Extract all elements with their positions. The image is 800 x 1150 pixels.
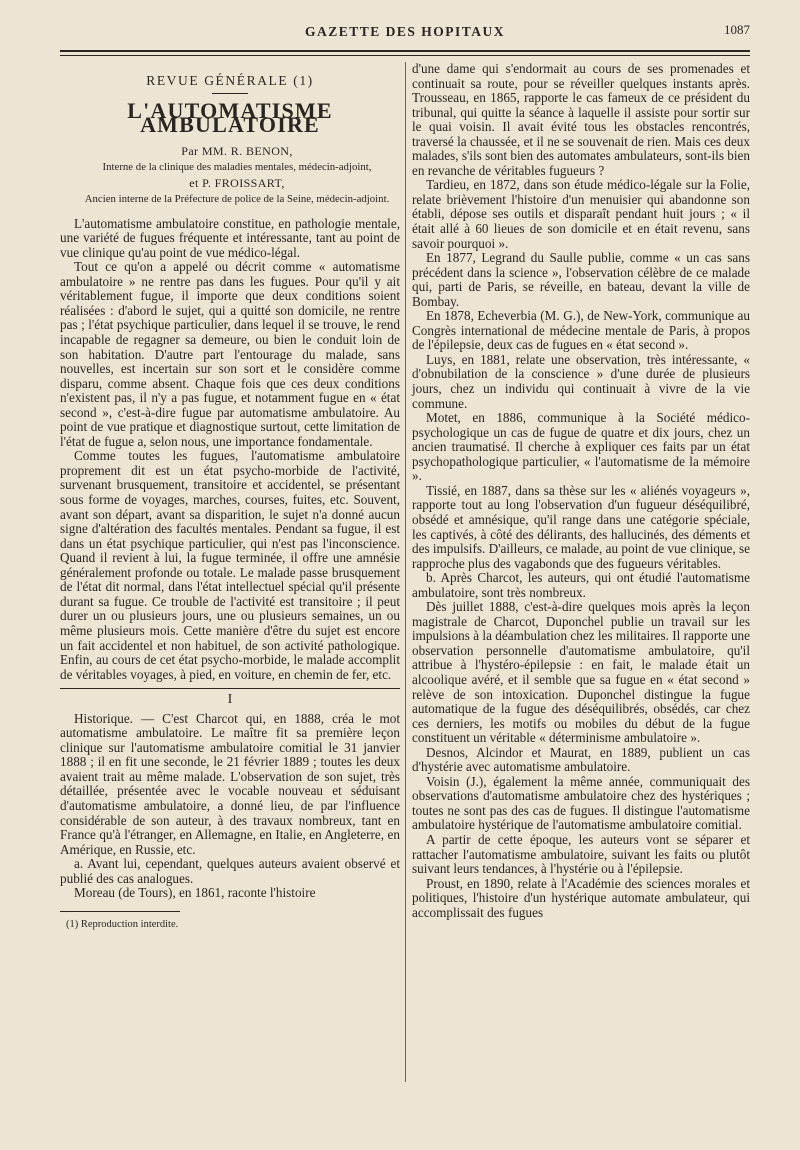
paragraph: En 1878, Echeverbia (M. G.), de New-York, communique au Congrès international de médecine mentale de Paris, à propos de l'épilepsie, deux cas de fugues en « état second ». (412, 308, 750, 353)
right-column (412, 62, 750, 920)
paragraph: Motet, en 1886, communique à la Société médico-psychologique un cas de fugue de quatre et dix jours, chez un ancien traumatisé. Il cherche à expliquer ces faits par un état psychopathologique particulier, « l'automatisme de la mémoire ». (412, 410, 750, 484)
paragraph: Tardieu, en 1872, dans son étude médico-légale sur la Folie, relate brièvement l'histoire d'un menuisier qui abandonne son établi, dépose ses outils et disparaît pendant huit jours ; « il était allé à 60 lieues de son domicile et en était revenu, sans savoir pourquoi ». (412, 177, 750, 251)
footnote: (1) Reproduction interdite. (66, 918, 179, 930)
paragraph: Luys, en 1881, relate une observation, très intéressante, « d'obnubilation de la conscience » d'une durée de plusieurs jours, chez un individu qui continuait à vivre de la vie commune. (412, 351, 750, 411)
paragraph: a. Avant lui, cependant, quelques auteurs avaient observé et publié des cas analogues. (60, 856, 400, 886)
paragraph: b. Après Charcot, les auteurs, qui ont étudié l'automatisme ambulatoire, sont très nombreux. (412, 570, 750, 600)
paragraph: L'automatisme ambulatoire constitue, en pathologie mentale, une variété de fugues fréquente et intéressante, tant au point de vue clinique qu'au point de vue médico-légal. (60, 215, 400, 260)
publication-title: GAZETTE DES HOPITAUX (304, 24, 506, 39)
paragraph: Historique. — C'est Charcot qui, en 1888, créa le mot automatisme ambulatoire. Le maître fit sa première leçon clinique sur l'automatisme ambulatoire comitial le 31 janvier 1888 ; il en fit une seconde, le 21 février 1889 ; toutes les deux avaient trait au même malade. L'observation de son sujet, très détaillée, présentée avec le vocable nouveau et séduisant d'automatisme ambulatoire, a donné lieu, de par l'influence considérable de son auteur, à des travaux nombreux, tant en France qu'à l'étranger, en Allemagne, en Italie, en Angleterre, en Amérique, en Russie, etc. (60, 710, 400, 857)
section-divider (60, 688, 400, 689)
paragraph: Moreau (de Tours), en 1861, raconte l'histoire (74, 885, 316, 901)
header-rule-thin (60, 55, 750, 56)
header-rule-thick (60, 50, 750, 52)
author-1: Par MM. R. BENON, (181, 143, 293, 158)
footnote-divider (60, 911, 180, 912)
paragraph: Comme toutes les fugues, l'automatisme ambulatoire proprement dit est un état psycho-morbide de l'activité, survenant brusquement, transitoire et accidentel, se présentant sous forme de voyages, marches, courses, fuites, etc. Souvent, avant son départ, avant sa disparition, le sujet n'a donné aucun signe d'altération des facultés mentales. Pendant sa fugue, il est dans un état psychique particulier, qui n'est pas l'inconscience. Quand il revient à lui, la fugue terminée, il offre une amnésie généralement profonde ou totale. Le malade passe brusquement de l'état dit normal, dans l'état intellectuel spécial qu'il présente durant sa fugue. Ce trouble de l'activité est transitoire ; il peut durer un ou plusieurs jours, une ou plusieurs semaines, un ou même plusieurs mois. Cette manière d'être du sujet est encore un fait accidentel et non habituel, de son activité pathologique. Enfin, au cours de cet état psycho-morbide, le malade accomplit de véritables voyages, à pied, en voiture, en chemin de fer, etc. (60, 448, 400, 682)
section-number: I (227, 692, 233, 708)
rubric-heading: REVUE GÉNÉRALE (1) (146, 73, 314, 88)
paragraph: Desnos, Alcindor et Maurat, en 1889, publient un cas d'hystérie avec automatisme ambulatoire. (412, 744, 750, 775)
page-number: 1087 (724, 22, 750, 37)
article-title: L'AUTOMATISME AMBULATOIRE (127, 97, 333, 138)
paragraph: Tout ce qu'on a appelé ou décrit comme « automatisme ambulatoire » ne rentre pas dans les fugues. Pour qu'il y ait véritablement fugue, il importe que deux conditions soient réalisées : d'abord le sujet, qui a quitté son domicile, ne rentre pas ; l'état psychique particulier, dans lequel il se trouve, le rend incapable de regagner sa demeure, ou bien le conduit loin de son habitation. D'autre part l'entourage du malade, sans nouvelles, est incertain sur son sort et le considère comme disparu, comme absent. Chaque fois que ces deux conditions n'existent pas, il n'y a pas fugue, et notamment fugue en « état second », c'est-à-dire fugue par automatisme ambulatoire. Au point de vue pratique et diagnostique surtout, cette limitation de l'état de fugue a, selon nous, une importance fondamentale. (60, 259, 400, 449)
author-2-role: Ancien interne de la Préfecture de police de la Seine, médecin-adjoint. (84, 192, 390, 205)
paragraph: Proust, en 1890, relate à l'Académie des sciences morales et politiques, l'histoire d'un hystérique automate ambulateur, qui accomplissait des fugues (412, 875, 750, 920)
paragraph: Dès juillet 1888, c'est-à-dire quelques mois après la leçon magistrale de Charcot, Duponchel publie un travail sur les impulsions à la déambulation chez les militaires. Il rapporte une observation personnelle d'automatisme ambulatoire, qu'il attribue à l'hystéro-épilepsie : en fait, le malade était un alcoolique avéré, et il semble que sa fugue en « état second » relève de son intoxication. Duponchel distingue la fugue automatique de la fugue des déséquilibrés, obsédés, car chez ces derniers, les motifs ou mobiles du début de la fugue constituent un véritable « déterminisme ambulatoire ». (412, 599, 750, 746)
left-column (60, 62, 400, 932)
paragraph: Tissié, en 1887, dans sa thèse sur les « aliénés voyageurs », rapporte tout au long l'observation d'un fugueur déséquilibré, obsédé et amnésique, qu'il range dans une catégorie spéciale, les captivés, à côté des délirants, des hallucinés, des déments et des impulsifs. D'ailleurs, ce malade, au point de vue clinique, se rapproche plus des vagabonds que des fugueurs véritables. (412, 482, 750, 571)
author-2: et P. FROISSART, (189, 175, 285, 190)
short-divider (212, 93, 248, 94)
author-1-role: Interne de la clinique des maladies mentales, médecin-adjoint, (102, 160, 372, 173)
paragraph: Voisin (J.), également la même année, communiquait des observations d'automatisme ambulatoire chez des hystériques ; toutes ne sont pas des cas de fugues. Il distingue l'automatisme ambulatoire hystérique de l'automatisme ambulatoire comitial. (412, 773, 750, 833)
paragraph: A partir de cette époque, les auteurs vont se séparer et rattacher l'automatisme ambulatoire, suivant les faits ou plutôt suivant leurs tendances, à l'hystérie ou à l'épilepsie. (412, 831, 750, 877)
paragraph: En 1877, Legrand du Saulle publie, comme « un cas sans précédent dans la science », l'observation célèbre de ce malade qui, parti de Paris, se réveille, en bateau, devant la ville de Bombay. (412, 250, 750, 309)
paragraph: d'une dame qui s'endormait au cours de ses promenades et continuait sa route, pour se réveiller quelques instants après. Trousseau, en 1865, rapporte le cas fameux de ce président du tribunal, qui quitte la séance à laquelle il assiste pour sortir sur le quai voisin. Il avait évité tous les obstacles rencontrés, traversé la chaussée, et il ne se souvenait de rien. Mais ces deux malades, s'ils sont bien des automates ambulateurs, sont-ils bien en revanche de véritables fugueurs ? (412, 61, 750, 178)
page-header (60, 24, 750, 44)
column-separator (405, 62, 406, 1082)
